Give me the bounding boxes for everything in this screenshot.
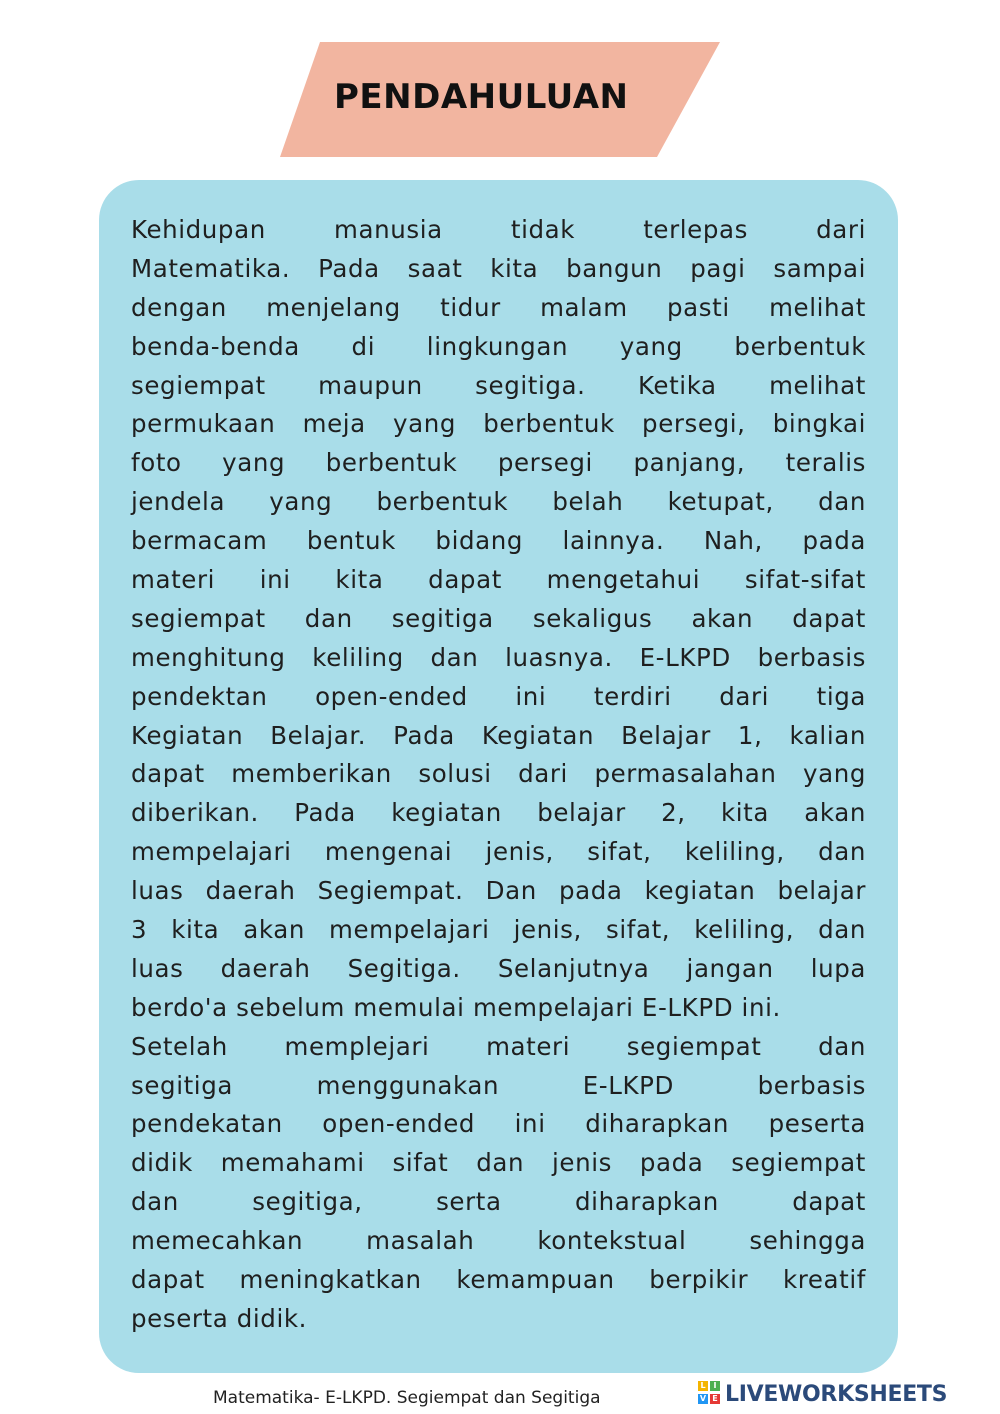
- logo-letter-l: L: [698, 1381, 708, 1391]
- paragraph-line: dapat memberikan solusi dari permasalahan yang: [131, 759, 866, 789]
- liveworksheets-brand[interactable]: LIVEWORKSHEETS: [725, 1382, 948, 1407]
- logo-letter-i: I: [710, 1381, 720, 1391]
- paragraph-line: menghitung keliling dan luasnya. E-LKPD berbasis: [131, 642, 866, 672]
- paragraph-line: benda-benda di lingkungan yang berbentuk: [131, 331, 866, 361]
- paragraph-line: Matematika. Pada saat kita bangun pagi sampai: [131, 253, 866, 283]
- logo-letter-e: E: [710, 1394, 720, 1404]
- paragraph-line: berdo'a sebelum memulai mempelajari E-LKPD ini.: [131, 992, 781, 1022]
- paragraph-line: didik memahami sifat dan jenis pada segiempat: [131, 1148, 866, 1178]
- paragraph-line: bermacam bentuk bidang lainnya. Nah, pada: [131, 526, 866, 556]
- paragraph-line: luas daerah Segitiga. Selanjutnya jangan lupa: [131, 953, 866, 983]
- liveworksheets-logo-icon: [698, 1381, 724, 1409]
- paragraph-line: dapat meningkatkan kemampuan berpikir kreatif: [131, 1265, 866, 1295]
- paragraph-line: Setelah memplejari materi segiempat dan: [131, 1031, 866, 1061]
- paragraph-line: permukaan meja yang berbentuk persegi, bingkai: [131, 409, 866, 439]
- page-title: PENDAHULUAN: [334, 77, 629, 117]
- paragraph-line: jendela yang berbentuk belah ketupat, dan: [131, 487, 866, 517]
- paragraph-line: Kehidupan manusia tidak terlepas dari: [131, 215, 866, 244]
- paragraph-line: materi ini kita dapat mengetahui sifat-sifat: [131, 565, 866, 595]
- paragraph-line: pendekatan open-ended ini diharapkan peserta: [131, 1109, 866, 1139]
- paragraph-line: pendektan open-ended ini terdiri dari tiga: [131, 681, 866, 711]
- paragraph-line: foto yang berbentuk persegi panjang, teralis: [131, 448, 866, 478]
- logo-letter-v: V: [699, 1394, 707, 1403]
- paragraph-line: segiempat maupun segitiga. Ketika melihat: [131, 370, 866, 400]
- paragraph-line: peserta didik.: [131, 1303, 308, 1333]
- intro-paragraph: [131, 211, 866, 1339]
- paragraph-line: luas daerah Segiempat. Dan pada kegiatan belajar: [131, 876, 866, 906]
- paragraph-line: diberikan. Pada kegiatan belajar 2, kita akan: [131, 798, 866, 828]
- paragraph-line: memecahkan masalah kontekstual sehingga: [131, 1226, 866, 1256]
- paragraph-line: Kegiatan Belajar. Pada Kegiatan Belajar 1, kalian: [131, 720, 866, 750]
- paragraph-line: segiempat dan segitiga sekaligus akan dapat: [131, 603, 866, 633]
- paragraph-line: 3 kita akan mempelajari jenis, sifat, keliling, dan: [131, 915, 866, 945]
- paragraph-line: segitiga menggunakan E-LKPD berbasis: [131, 1070, 866, 1100]
- footer-caption: Matematika- E-LKPD. Segiempat dan Segitiga: [213, 1388, 601, 1408]
- paragraph-line: dengan menjelang tidur malam pasti melihat: [131, 292, 866, 322]
- paragraph-line: mempelajari mengenai jenis, sifat, keliling, dan: [131, 837, 866, 867]
- paragraph-line: dan segitiga, serta diharapkan dapat: [131, 1187, 866, 1217]
